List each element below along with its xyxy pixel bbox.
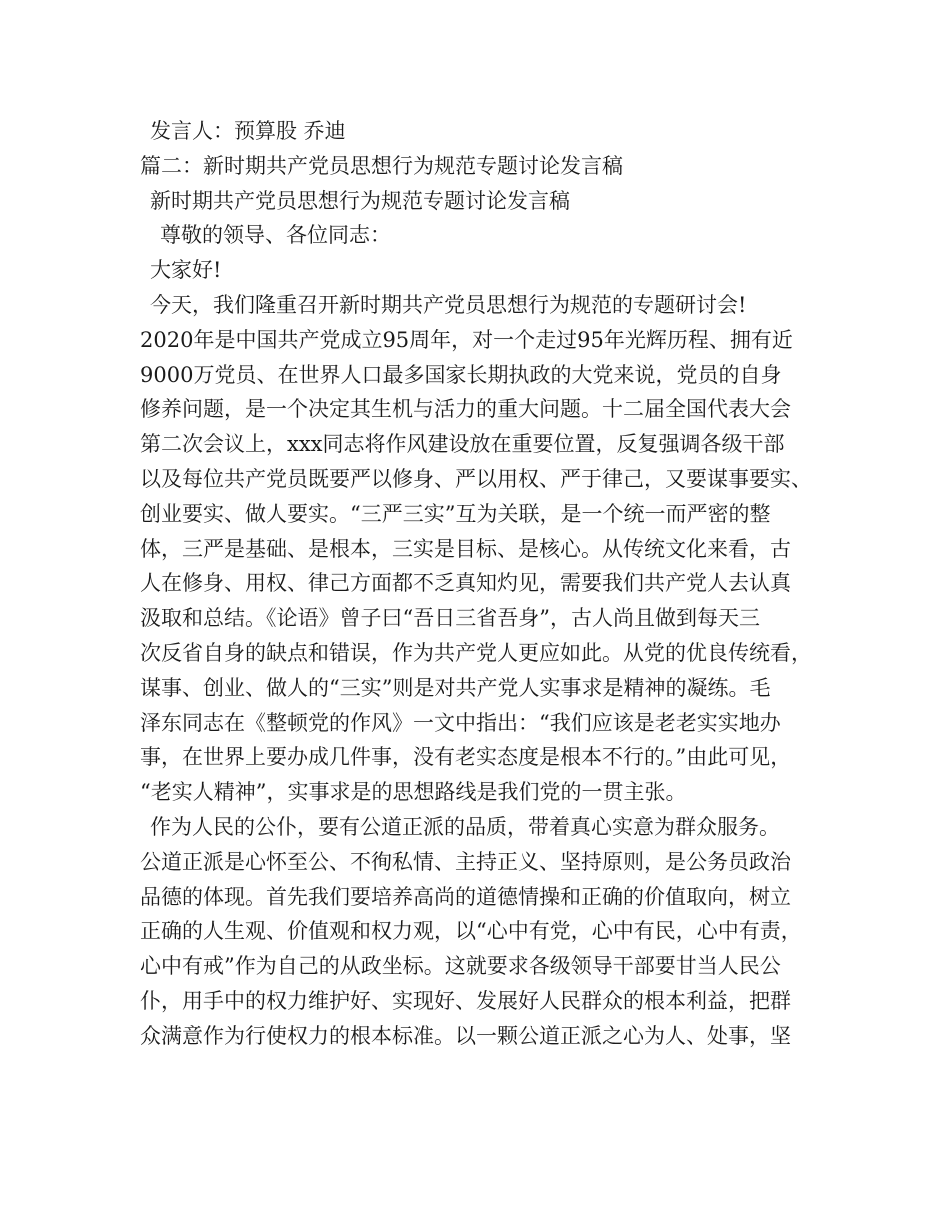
paragraph-line: 泽东同志在《整顿党的作风》一文中指出：“我们应该是老老实实地办	[140, 710, 781, 735]
section-heading: 篇二：新时期共产党员思想行为规范专题讨论发言稿	[140, 153, 623, 178]
paragraph-line: 心中有戒”作为自己的从政坐标。这就要求各级领导干部要甘当人民公	[140, 954, 781, 979]
paragraph-line: 第二次会议上，xxx同志将作风建设放在重要位置，反复强调各级干部	[140, 432, 785, 457]
salutation: 尊敬的领导、各位同志：	[160, 223, 391, 248]
paragraph-line: 人在修身、用权、律己方面都不乏真知灼见，需要我们共产党人去认真	[140, 571, 791, 596]
paragraph-line: 事，在世界上要办成几件事，没有老实态度是根本不行的。”由此可见，	[140, 745, 792, 770]
paragraph-line: 众满意作为行使权力的根本标准。以一颗公道正派之心为人、处事，坚	[140, 1023, 791, 1048]
paragraph-line: 9000万党员、在世界人口最多国家长期执政的大党来说，党员的自身	[140, 362, 782, 387]
paragraph-line: 体，三严是基础、是根本，三实是目标、是核心。从传统文化来看，古	[140, 536, 791, 561]
paragraph-line: 谋事、创业、做人的“三实”则是对共产党人实事求是精神的凝练。毛	[140, 675, 771, 700]
paragraph-line: 品德的体现。首先我们要培养高尚的道德情操和正确的价值取向，树立	[140, 884, 791, 909]
greeting: 大家好!	[150, 258, 222, 283]
paragraph-line: 修养问题，是一个决定其生机与活力的重大问题。十二届全国代表大会	[140, 397, 791, 422]
paragraph-line: 公道正派是心怀至公、不徇私情、主持正义、坚持原则，是公务员政治	[140, 849, 791, 874]
paragraph-line: 正确的人生观、价值观和权力观，以“心中有党，心中有民，心中有责，	[140, 919, 802, 944]
paragraph-line: 次反省自身的缺点和错误，作为共产党人更应如此。从党的优良传统看，	[140, 640, 812, 665]
speech-title: 新时期共产党员思想行为规范专题讨论发言稿	[150, 188, 570, 213]
paragraph-line: 2020年是中国共产党成立95周年，对一个走过95年光辉历程、拥有近	[140, 327, 793, 352]
paragraph-line: 以及每位共产党员既要严以修身、严以用权、严于律己，又要谋事要实、	[140, 466, 812, 491]
speaker-line: 发言人：预算股 乔迪	[150, 119, 346, 143]
document-body	[140, 114, 810, 1054]
paragraph-line: 汲取和总结。《论语》曾子曰“吾日三省吾身”，古人尚且做到每天三	[140, 606, 760, 631]
paragraph-line: 创业要实、做人要实。“三严三实”互为关联，是一个统一而严密的整	[140, 501, 771, 526]
paragraph-line: 仆，用手中的权力维护好、实现好、发展好人民群众的根本利益，把群	[140, 988, 791, 1013]
paragraph-line: 作为人民的公仆，要有公道正派的品质，带着真心实意为群众服务。	[150, 814, 780, 839]
paragraph-line: “老实人精神”，实事求是的思想路线是我们党的一贯主张。	[140, 780, 687, 805]
paragraph-line: 今天，我们隆重召开新时期共产党员思想行为规范的专题研讨会!	[150, 292, 747, 317]
